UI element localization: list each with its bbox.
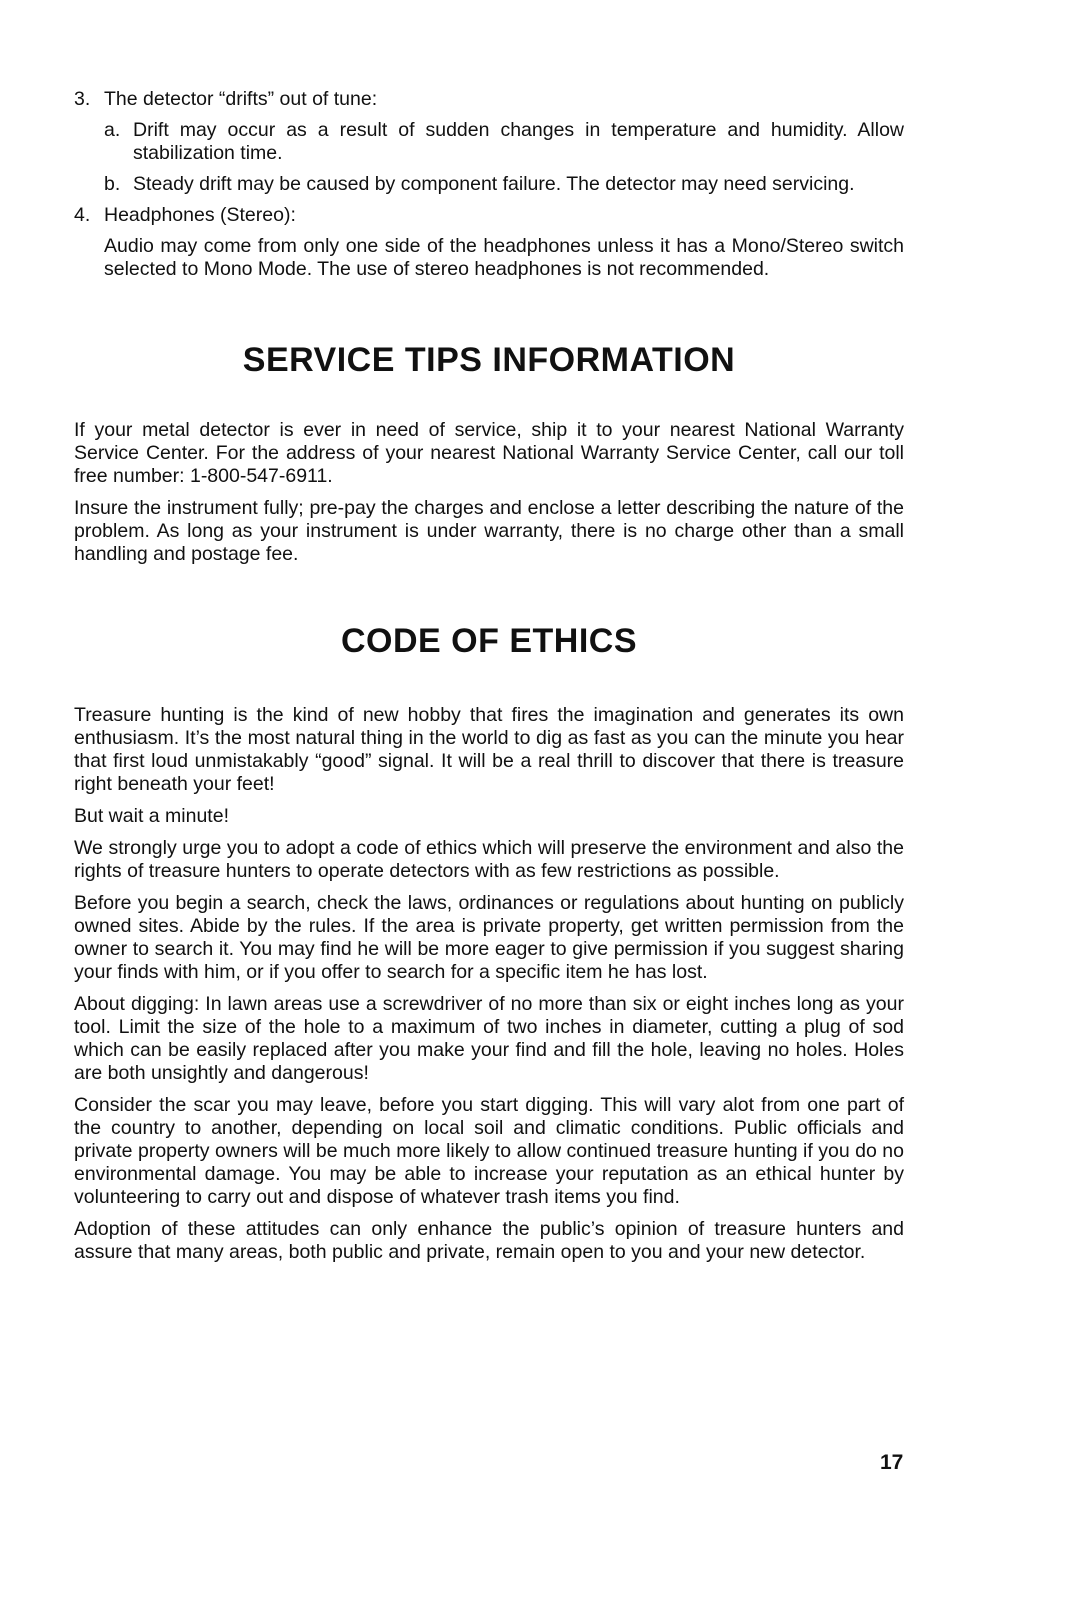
service-tips-heading: SERVICE TIPS INFORMATION [242,341,736,379]
item-number: 4. [74,204,91,226]
ethics-paragraph-4: Before you begin a search, check the laws, ordinances or regulations about hunting on publicly owned sites. Abide by the rules. If the area is private property, get written permission from the owner to search it. You may find he will be more eager to give permission if you suggest sharing your finds with him, or if you offer to search for a specific item he has lost. [74,892,904,983]
ethics-paragraph-5: About digging: In lawn areas use a screwdriver of no more than six or eight inches long as your tool. Limit the size of the hole to a maximum of two inches in diameter, cutting a plug of sod which can be easily replaced after you make your find and fill the hole, leaving no holes. Holes are both unsightly and dangerous! [74,993,904,1084]
ethics-paragraph-2: But wait a minute! [74,805,229,827]
item-title: The detector “drifts” out of tune: [104,88,378,110]
service-paragraph-2: Insure the instrument fully; pre-pay the charges and enclose a letter describing the nature of the problem. As long as your instrument is under warranty, there is no charge other than a small handling and postage fee. [74,497,904,565]
troubleshooting-item-4 [74,204,904,227]
service-paragraph-1: If your metal detector is ever in need of service, ship it to your nearest National Warranty Service Center. For the address of your nearest National Warranty Service Center, call our toll free number: 1-800-547-6911. [74,419,904,487]
sub-item-letter: a. [104,119,121,141]
ethics-paragraph-1: Treasure hunting is the kind of new hobby that fires the imagination and generates its own enthusiasm. It’s the most natural thing in the world to dig as fast as you can the minute you hear that first loud unmistakably “good” signal. It will be a real thrill to discover that there is treasure right beneath your feet! [74,704,904,795]
code-of-ethics-heading: CODE OF ETHICS [340,622,638,660]
item-title: Headphones (Stereo): [104,204,296,226]
item-4-text: Audio may come from only one side of the headphones unless it has a Mono/Stereo switch selected to Mono Mode. The use of stereo headphones is not recommended. [104,235,904,280]
ethics-paragraph-7: Adoption of these attitudes can only enhance the public’s opinion of treasure hunters and assure that many areas, both public and private, remain open to you and your new detector. [74,1218,904,1263]
sub-item-text: Drift may occur as a result of sudden changes in temperature and humidity. Allow stabilization time. [133,119,904,164]
item-number: 3. [74,88,91,110]
ethics-paragraph-3: We strongly urge you to adopt a code of ethics which will preserve the environment and also the rights of treasure hunters to operate detectors with as few restrictions as possible. [74,837,904,882]
sub-item-letter: b. [104,173,121,195]
manual-page [74,88,904,1273]
sub-item-b [104,173,904,196]
troubleshooting-item-3 [74,88,904,111]
ethics-paragraph-6: Consider the scar you may leave, before you start digging. This will vary alot from one part of the country to another, depending on local soil and climatic conditions. Public officials and private property owners will be much more likely to allow continued treasure hunting if you do no environmental damage. You may be able to increase your reputation as an ethical hunter by volunteering to carry out and dispose of whatever trash items you find. [74,1094,904,1208]
page-number: 17 [880,1451,904,1474]
sub-item-a [104,119,904,165]
sub-item-text: Steady drift may be caused by component failure. The detector may need servicing. [133,173,855,195]
